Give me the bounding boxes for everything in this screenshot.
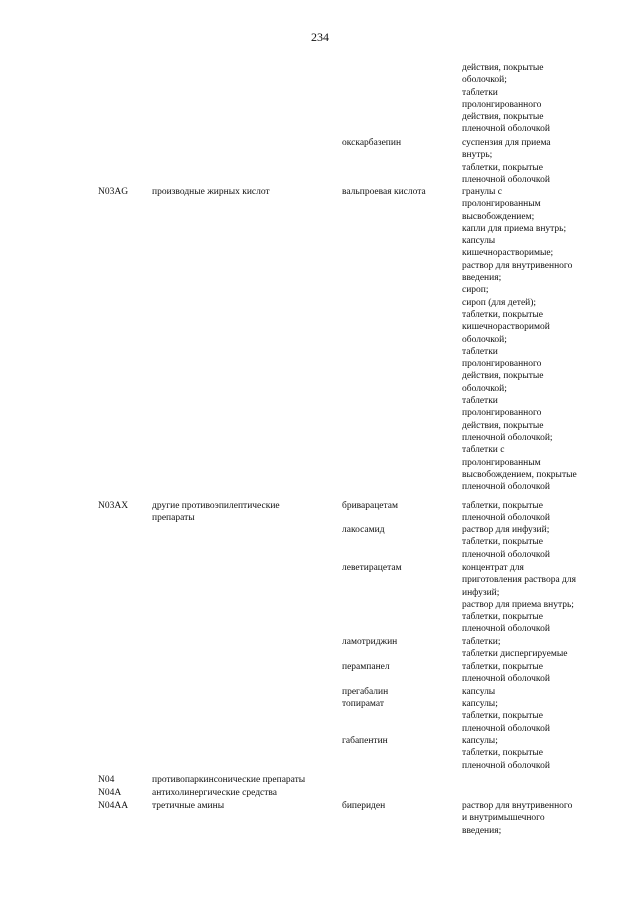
group-name-cell: производные жирных кислот (152, 187, 270, 197)
atc-code-cell: N04A (98, 788, 122, 798)
forms-cell: капсулы; таблетки, покрытые пленочной оболочкой (462, 699, 550, 734)
group-name-cell: антихолинергические средства (152, 788, 277, 798)
forms-cell: раствор для внутривенного и внутримышечного введения; (462, 801, 573, 836)
forms-cell: капсулы (462, 687, 496, 697)
atc-code-cell: N04 (98, 775, 115, 785)
forms-cell: капсулы; таблетки, покрытые пленочной оболочкой (462, 736, 550, 771)
forms-cell: суспензия для приема внутрь; таблетки, покрытые пленочной оболочкой (462, 138, 551, 185)
page-number: 234 (311, 30, 329, 44)
drug-name-cell: бипериден (342, 801, 386, 811)
atc-code-cell: N04AA (98, 801, 129, 811)
drug-name-cell: вальпроевая кислота (342, 187, 426, 197)
group-name-cell: третичные амины (152, 801, 225, 811)
forms-cell: раствор для инфузий; таблетки, покрытые пленочной оболочкой (462, 525, 550, 560)
drug-name-cell: топирамат (342, 699, 384, 709)
forms-cell: таблетки, покрытые пленочной оболочкой (462, 501, 550, 524)
drug-name-cell: ламотриджин (342, 637, 398, 647)
forms-cell: таблетки; таблетки диспергируемые (462, 637, 568, 660)
drug-name-cell: габапентин (342, 736, 388, 746)
drug-name-cell: перампанел (342, 662, 390, 672)
drug-name-cell: лакосамид (342, 525, 385, 535)
atc-code-cell: N03AX (98, 501, 129, 511)
forms-cell: концентрат для приготовления раствора для инфузий; раствор для приема внутрь; таблетки, покрытые пленочной оболочкой (462, 563, 576, 635)
forms-cell: действия, покрытые оболочкой; таблетки пролонгированного действия, покрытые пленочной оболочкой (462, 63, 550, 135)
drug-name-cell: леветирацетам (342, 563, 402, 573)
forms-cell: гранулы с пролонгированным высвобождением; капли для приема внутрь; капсулы кишечнорастворимые; раствор для внутривенного введения; сироп; сироп (для детей); таблетки, покрытые кишечнорастворимой оболочкой; таблетки пролонгированного действия, покрытые оболочкой; таблетки пролонгированного действия, покрытые пленочной оболочкой; таблетки с пролонгированным высвобождением, покрытые пленочной оболочкой (462, 187, 577, 493)
drug-name-cell: прегабалин (342, 687, 389, 697)
atc-code-cell: N03AG (98, 187, 129, 197)
forms-cell: таблетки, покрытые пленочной оболочкой (462, 662, 550, 685)
drug-name-cell: бриварацетам (342, 501, 399, 511)
group-name-cell: другие противоэпилептические препараты (152, 501, 280, 524)
drug-name-cell: окскарбазепин (342, 138, 402, 148)
group-name-cell: противопаркинсонические препараты (152, 775, 306, 785)
